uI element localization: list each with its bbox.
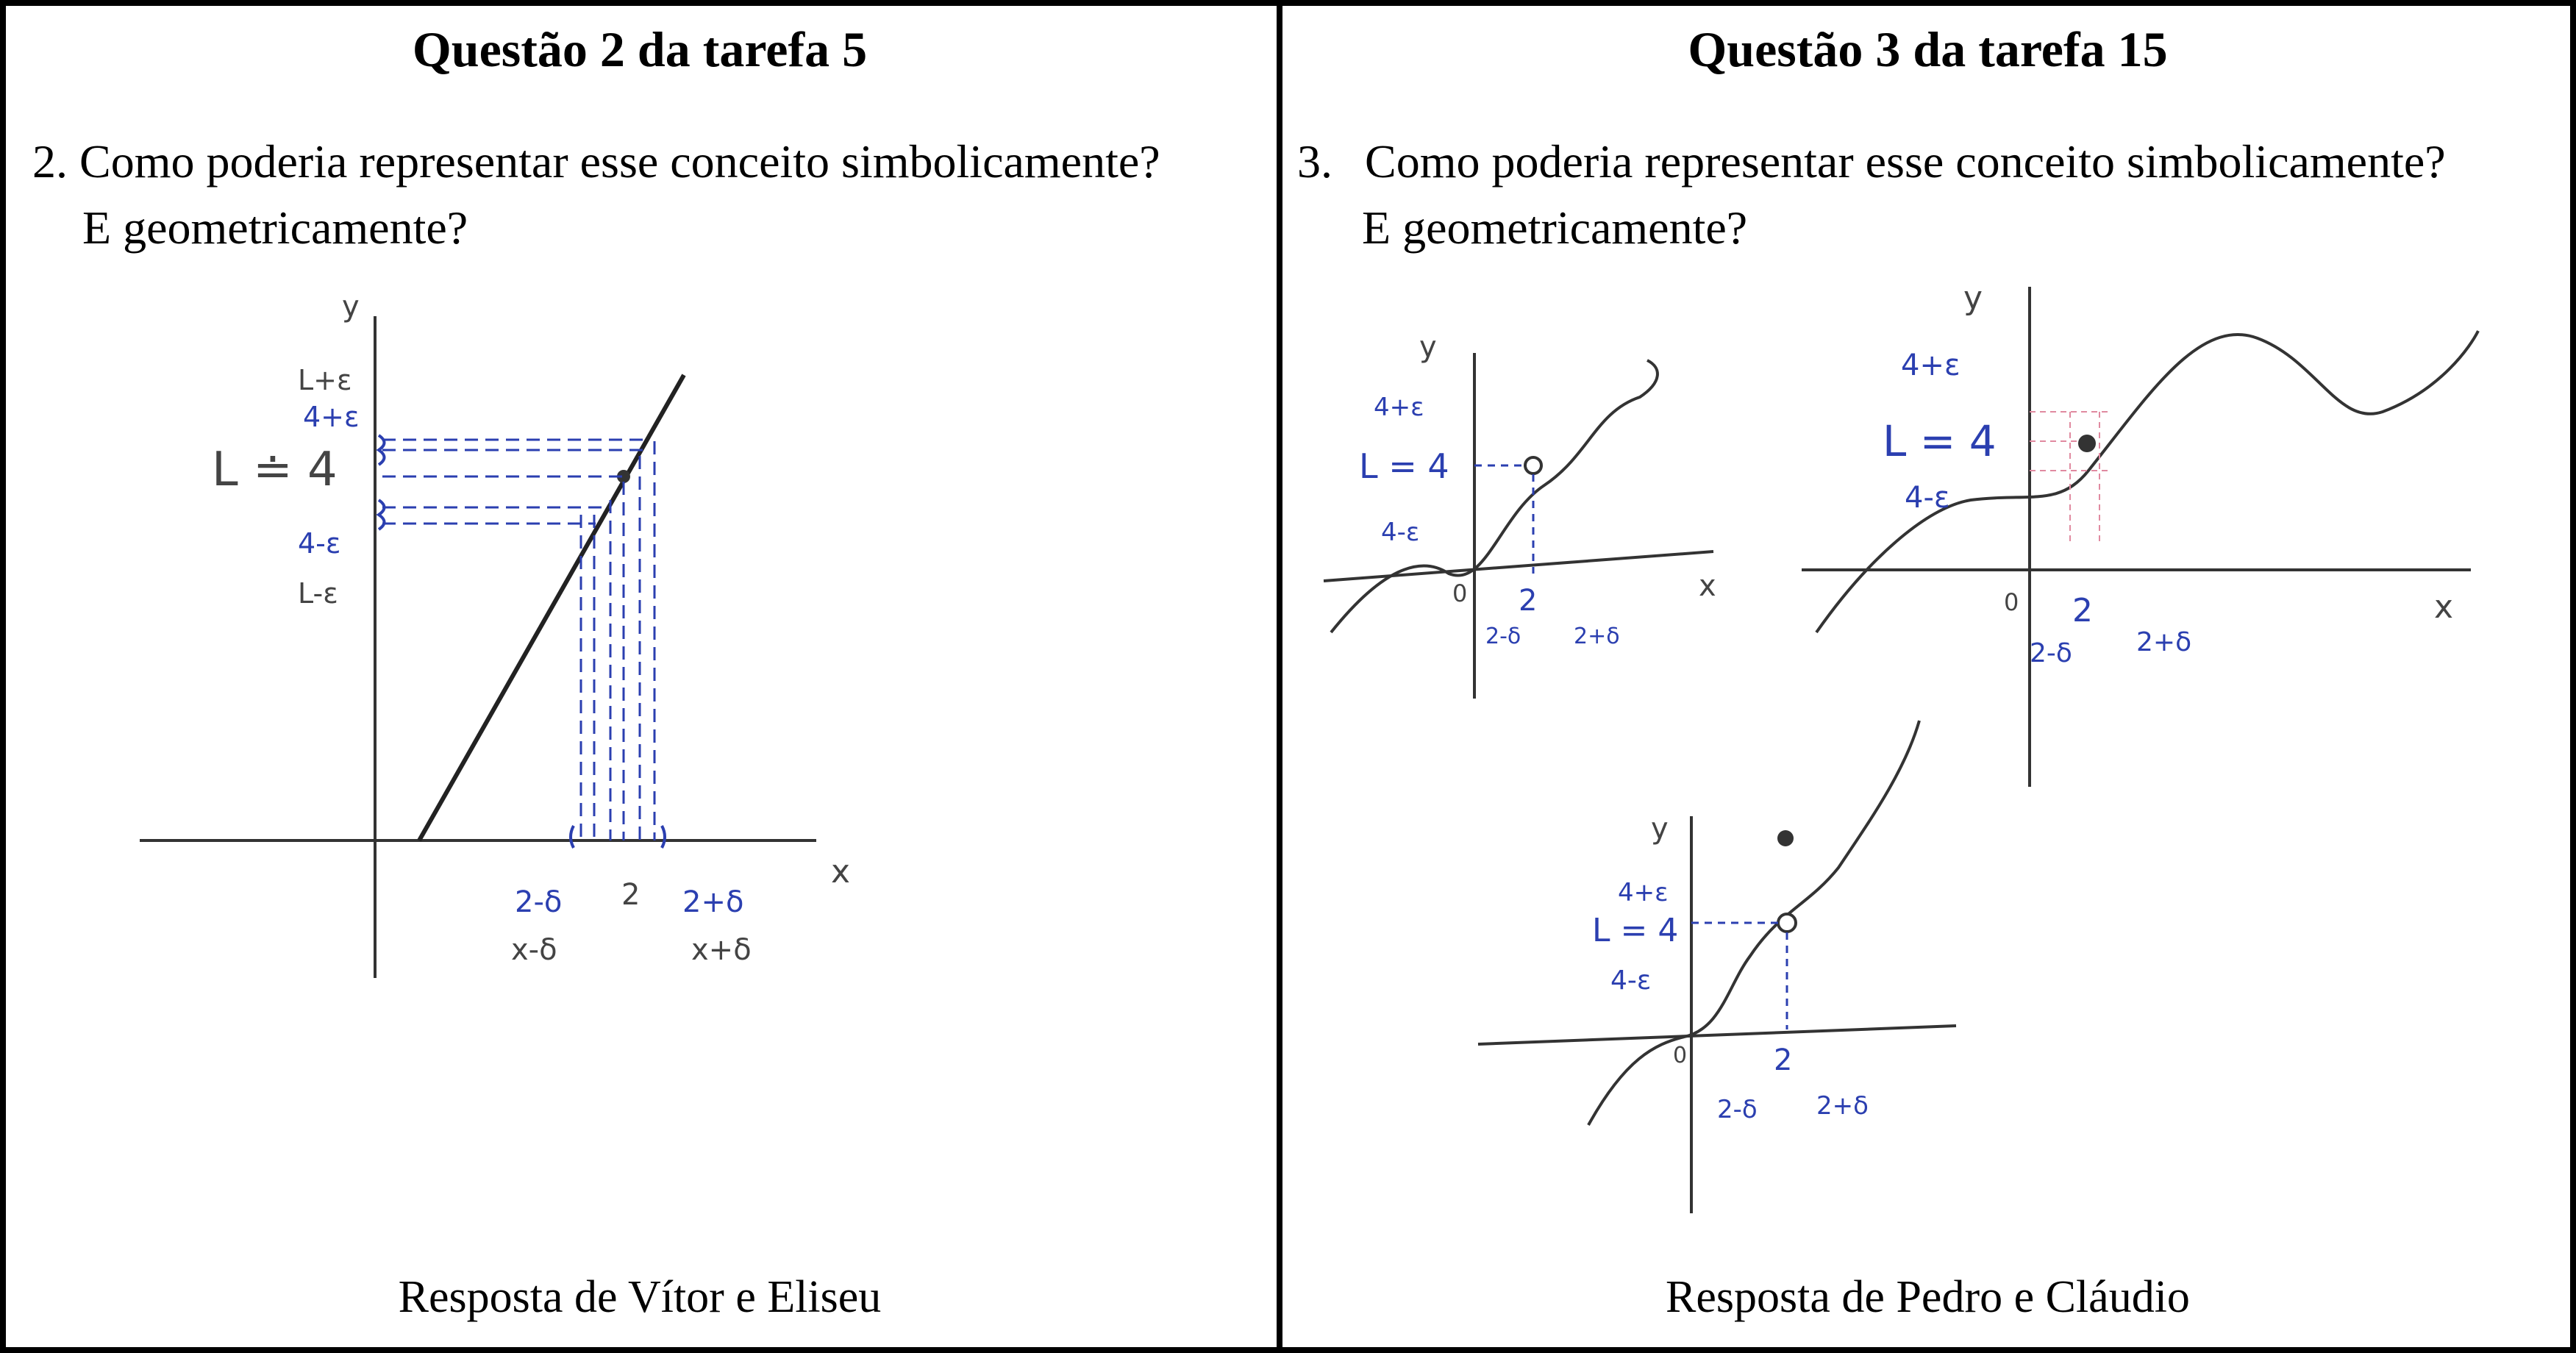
right-question-number: 3. (1297, 135, 1332, 188)
right-sketch1-x-axis: x (1699, 569, 1716, 603)
right-question-text: Como poderia representar esse conceito simbolicamente? (1365, 135, 2446, 188)
left-y-label-3: 4-ε (298, 527, 341, 560)
right-sketch3-x-label-0: 2 (1774, 1043, 1793, 1077)
left-title: Questão 2 da tarefa 5 (412, 21, 868, 77)
left-delta-lines (581, 441, 654, 840)
right-sketch3-y-label-2: 4-ε (1610, 965, 1652, 996)
right-sketch2-x-label-0: 2 (2072, 592, 2093, 629)
right-sketch2-x-axis: x (2434, 588, 2454, 626)
left-y-label-0: L+ε (298, 364, 352, 396)
right-panel (1280, 0, 2576, 1353)
right-sketch1-origin: 0 (1452, 579, 1468, 607)
right-title: Questão 3 da tarefa 15 (1688, 21, 2168, 77)
left-y-axis-label: y (342, 290, 360, 324)
left-x-label-3: x-δ (511, 933, 557, 967)
right-sketch1-y-label-0: 4+ε (1374, 393, 1424, 422)
left-y-label-1: 4+ε (303, 401, 360, 433)
right-caption: Resposta de Pedro e Cláudio (1666, 1272, 2190, 1322)
right-sketch-2 (1802, 279, 2478, 787)
left-question-number: 2. (32, 135, 68, 188)
right-sketch1-y-axis: y (1419, 330, 1437, 364)
left-delta-bracket (571, 826, 665, 848)
right-sketch3-x-label-2: 2+δ (1816, 1091, 1869, 1121)
right-sketch1-x-label-1: 2-δ (1485, 624, 1521, 649)
right-sketches (1280, 0, 2576, 1124)
left-y-label-2: L ≐ 4 (212, 443, 338, 497)
left-x-label-4: x+δ (691, 933, 752, 967)
right-sketch3-origin: 0 (1673, 1043, 1688, 1068)
left-function-line (419, 375, 684, 840)
left-y-label-4: L-ε (298, 577, 338, 610)
left-x-axis-label: x (831, 853, 851, 890)
left-x-label-2: 2+δ (682, 885, 744, 919)
right-sketch2-x-label-1: 2-δ (2030, 638, 2072, 668)
right-sketch2-y-label-1: L = 4 (1883, 416, 1997, 466)
left-question-line2: E geometricamente? (82, 201, 468, 254)
right-sketch1-x-label-2: 2+δ (1574, 624, 1620, 649)
right-sketch2-origin: 0 (2004, 588, 2019, 616)
left-caption: Resposta de Vítor e Eliseu (398, 1272, 882, 1322)
right-sketch1-y-label-2: 4-ε (1381, 518, 1420, 547)
right-question-line2: E geometricamente? (1362, 201, 1748, 254)
right-sketch-1 (1324, 330, 1716, 699)
right-sketch2-y-axis: y (1963, 279, 1983, 317)
right-sketch2-y-label-2: 4-ε (1905, 481, 1950, 515)
right-sketch2-y-label-0: 4+ε (1901, 349, 1960, 382)
right-sketch-3 (1478, 721, 1956, 1213)
right-sketch3-x-label-1: 2-δ (1717, 1095, 1758, 1124)
left-x-label-1: 2 (621, 878, 641, 912)
right-sketch3-y-label-0: 4+ε (1618, 878, 1669, 907)
left-sketch (0, 0, 1280, 1103)
right-sketch3-y-axis: y (1651, 812, 1669, 846)
left-question-text: Como poderia representar esse conceito simbolicamente? (79, 135, 1160, 188)
right-sketch3-y-label-1: L = 4 (1592, 912, 1679, 949)
right-sketch2-x-label-2: 2+δ (2136, 627, 2192, 657)
right-sketch1-x-label-0: 2 (1519, 584, 1538, 618)
right-sketch1-y-label-1: L = 4 (1359, 446, 1449, 486)
left-panel (0, 0, 1280, 1353)
left-x-label-0: 2-δ (515, 885, 563, 919)
